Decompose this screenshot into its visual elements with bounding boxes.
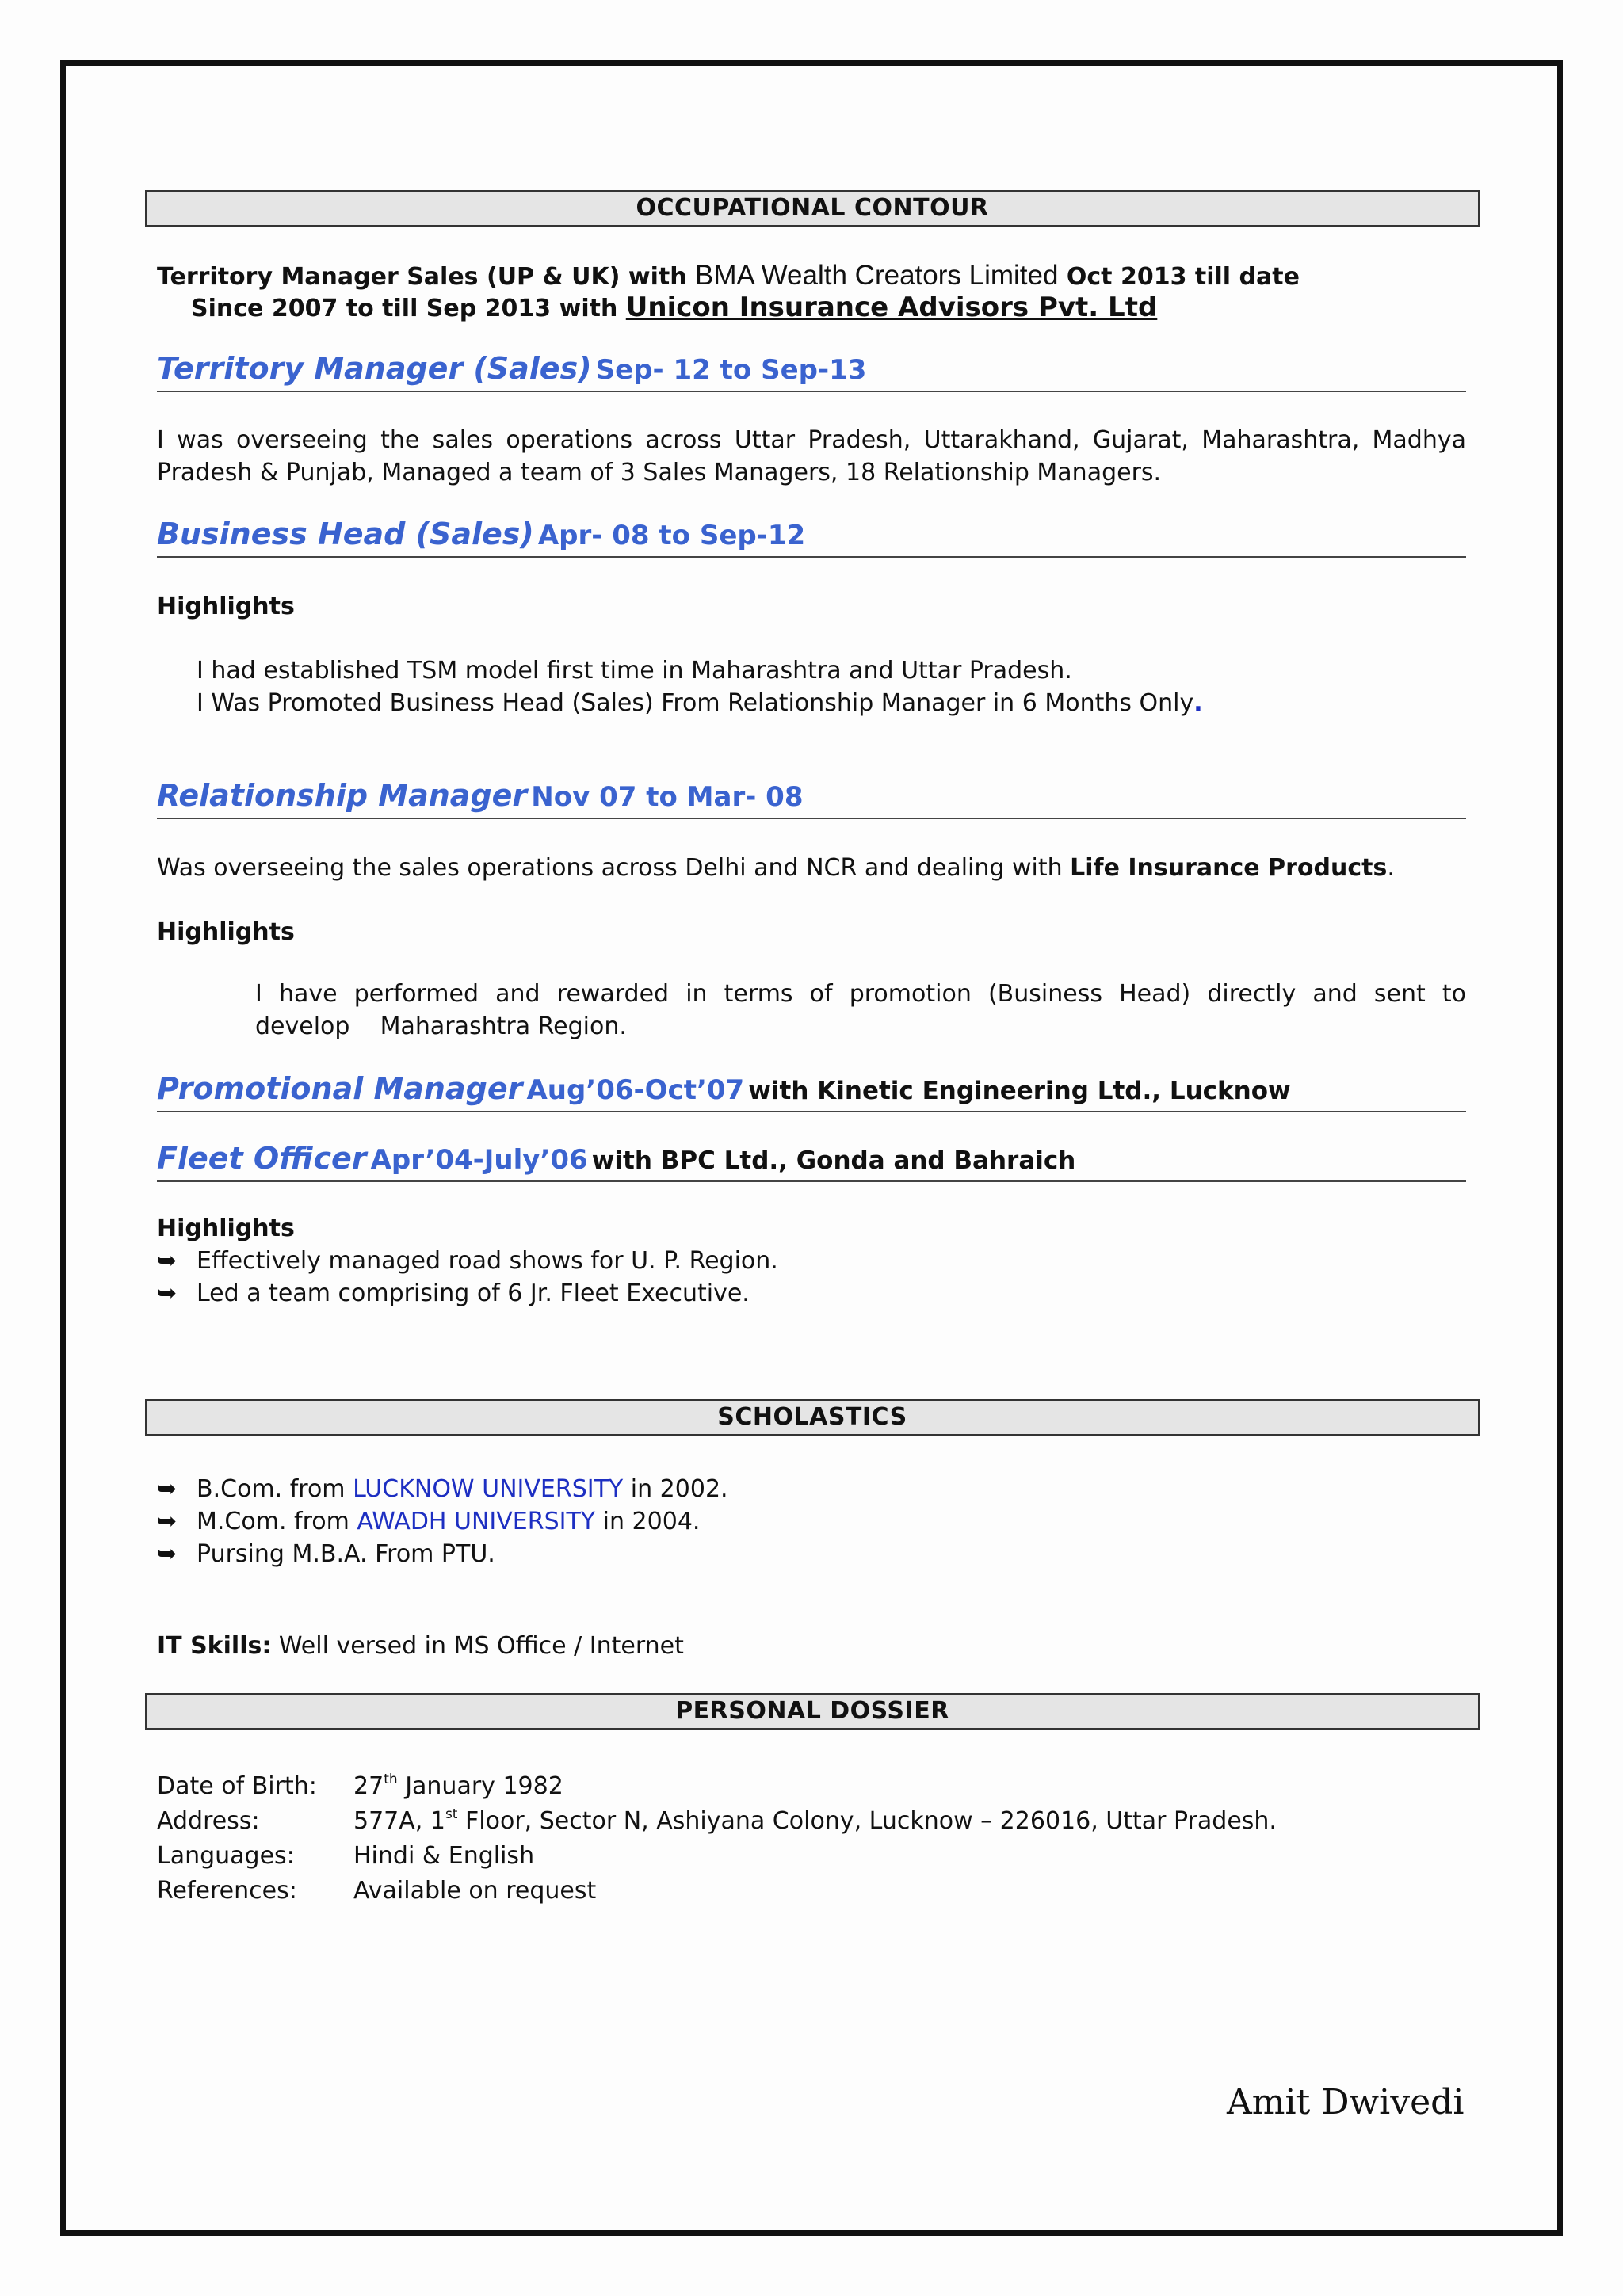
business-head-highlight-1: I had established TSM model first time in Maharashtra and Uttar Pradesh.	[197, 657, 1072, 685]
languages-value: Hindi & English	[353, 1842, 535, 1870]
description-bold: Life Insurance Products	[1070, 854, 1388, 882]
summary-company-1: BMA Wealth Creators Limited	[695, 260, 1059, 291]
role-dates: Sep- 12 to Sep-13	[595, 354, 867, 386]
relationship-description	[157, 852, 1395, 884]
highlight-period: .	[1193, 689, 1203, 717]
education-degree: M.Com. from	[197, 1508, 349, 1535]
it-skills-value: Well versed in MS Office / Internet	[278, 1632, 684, 1660]
highlights-heading: Highlights	[157, 593, 295, 620]
languages-label: Languages:	[157, 1842, 295, 1870]
address-suffix: st	[445, 1806, 458, 1822]
references-row	[157, 1874, 1277, 1909]
role-title: Territory Manager (Sales)	[157, 351, 592, 386]
dob-suffix: th	[384, 1772, 398, 1787]
role-title: Fleet Officer	[157, 1141, 367, 1176]
fleet-highlight-1	[157, 1245, 778, 1277]
dob-rest: January 1982	[405, 1772, 563, 1800]
personal-details	[157, 1769, 1277, 1909]
education-degree: B.Com. from	[197, 1475, 346, 1503]
description-end: .	[1387, 854, 1395, 882]
summary-line-1	[157, 259, 1300, 293]
role-dates: Nov 07 to Mar- 08	[531, 781, 804, 813]
languages-row	[157, 1839, 1277, 1874]
education-year: in 2002.	[630, 1475, 728, 1503]
role-company: with BPC Ltd., Gonda and Bahraich	[591, 1146, 1076, 1175]
it-skills	[157, 1630, 684, 1662]
address-row	[157, 1804, 1277, 1839]
territory-description	[157, 424, 1466, 489]
arrow-bullet-icon: ➥	[157, 1508, 178, 1535]
education-university: AWADH UNIVERSITY	[357, 1508, 596, 1535]
education-item-2	[157, 1505, 700, 1538]
role-title: Promotional Manager	[157, 1071, 523, 1106]
education-item-1	[157, 1473, 728, 1505]
dob-row	[157, 1769, 1277, 1804]
summary-company-2: Unicon Insurance Advisors Pvt. Ltd	[625, 292, 1158, 323]
highlight-text: Effectively managed road shows for U. P. Region.	[197, 1247, 778, 1275]
summary-line-2	[191, 292, 1157, 325]
role-heading-business-head	[157, 517, 1466, 558]
territory-description-line-1: I was overseeing the sales operations across Uttar Pradesh, Uttarakhand, Gujarat, Maharashtra, Madhya	[157, 426, 1466, 454]
arrow-bullet-icon: ➥	[157, 1540, 178, 1568]
role-title: Business Head (Sales)	[157, 517, 534, 551]
role-dates: Aug’06-Oct’07	[526, 1074, 745, 1106]
address-label: Address:	[157, 1807, 260, 1835]
references-label: References:	[157, 1877, 297, 1905]
role-company: with Kinetic Engineering Ltd., Lucknow	[748, 1077, 1291, 1105]
summary-since: Since 2007 to till Sep 2013 with	[191, 295, 618, 322]
relationship-highlight-line-1: I have performed and rewarded in terms of promotion (Business Head) directly and sent to	[255, 980, 1466, 1008]
highlight-text: Led a team comprising of 6 Jr. Fleet Executive.	[197, 1280, 750, 1307]
summary-role: Territory Manager Sales (UP & UK) with	[157, 263, 687, 291]
address-rest: Floor, Sector N, Ashiyana Colony, Lucknow – 226016, Uttar Pradesh.	[465, 1807, 1277, 1835]
section-header-scholastics: SCHOLASTICS	[145, 1399, 1480, 1436]
highlight-text: I Was Promoted Business Head (Sales) From Relationship Manager in 6 Months Only	[197, 689, 1194, 717]
relationship-highlight	[255, 978, 1466, 1043]
summary-dates: Oct 2013 till date	[1066, 263, 1300, 291]
address-number: 577A, 1	[353, 1807, 445, 1835]
education-university: LUCKNOW UNIVERSITY	[353, 1475, 624, 1503]
territory-description-line-2: Pradesh & Punjab, Managed a team of 3 Sales Managers, 18 Relationship Managers.	[157, 459, 1162, 486]
it-skills-label: IT Skills:	[157, 1632, 272, 1660]
dob-label: Date of Birth:	[157, 1772, 317, 1800]
section-header-occupational: OCCUPATIONAL CONTOUR	[145, 190, 1480, 227]
role-title: Relationship Manager	[157, 778, 528, 813]
role-heading-promotional-manager	[157, 1071, 1466, 1112]
section-header-personal-dossier: PERSONAL DOSSIER	[145, 1693, 1480, 1730]
highlights-heading: Highlights	[157, 1215, 295, 1242]
dob-day: 27	[353, 1772, 384, 1800]
relationship-highlight-line-2: develop Maharashtra Region.	[255, 1013, 627, 1040]
education-year: in 2004.	[602, 1508, 701, 1535]
role-dates: Apr- 08 to Sep-12	[537, 520, 806, 551]
role-heading-territory-manager	[157, 351, 1466, 392]
arrow-bullet-icon: ➥	[157, 1280, 178, 1307]
signature-name: Amit Dwivedi	[1227, 2082, 1465, 2122]
education-item-3	[157, 1538, 495, 1570]
role-heading-relationship-manager	[157, 778, 1466, 819]
references-value: Available on request	[353, 1877, 597, 1905]
business-head-highlight-2	[197, 687, 1203, 719]
education-text: Pursing M.B.A. From PTU.	[197, 1540, 495, 1568]
arrow-bullet-icon: ➥	[157, 1247, 178, 1275]
fleet-highlight-2	[157, 1277, 750, 1310]
highlights-heading: Highlights	[157, 918, 295, 946]
role-dates: Apr’04-July’06	[370, 1144, 588, 1176]
role-heading-fleet-officer	[157, 1141, 1466, 1182]
arrow-bullet-icon: ➥	[157, 1475, 178, 1503]
description-text: Was overseeing the sales operations across Delhi and NCR and dealing with	[157, 854, 1063, 882]
